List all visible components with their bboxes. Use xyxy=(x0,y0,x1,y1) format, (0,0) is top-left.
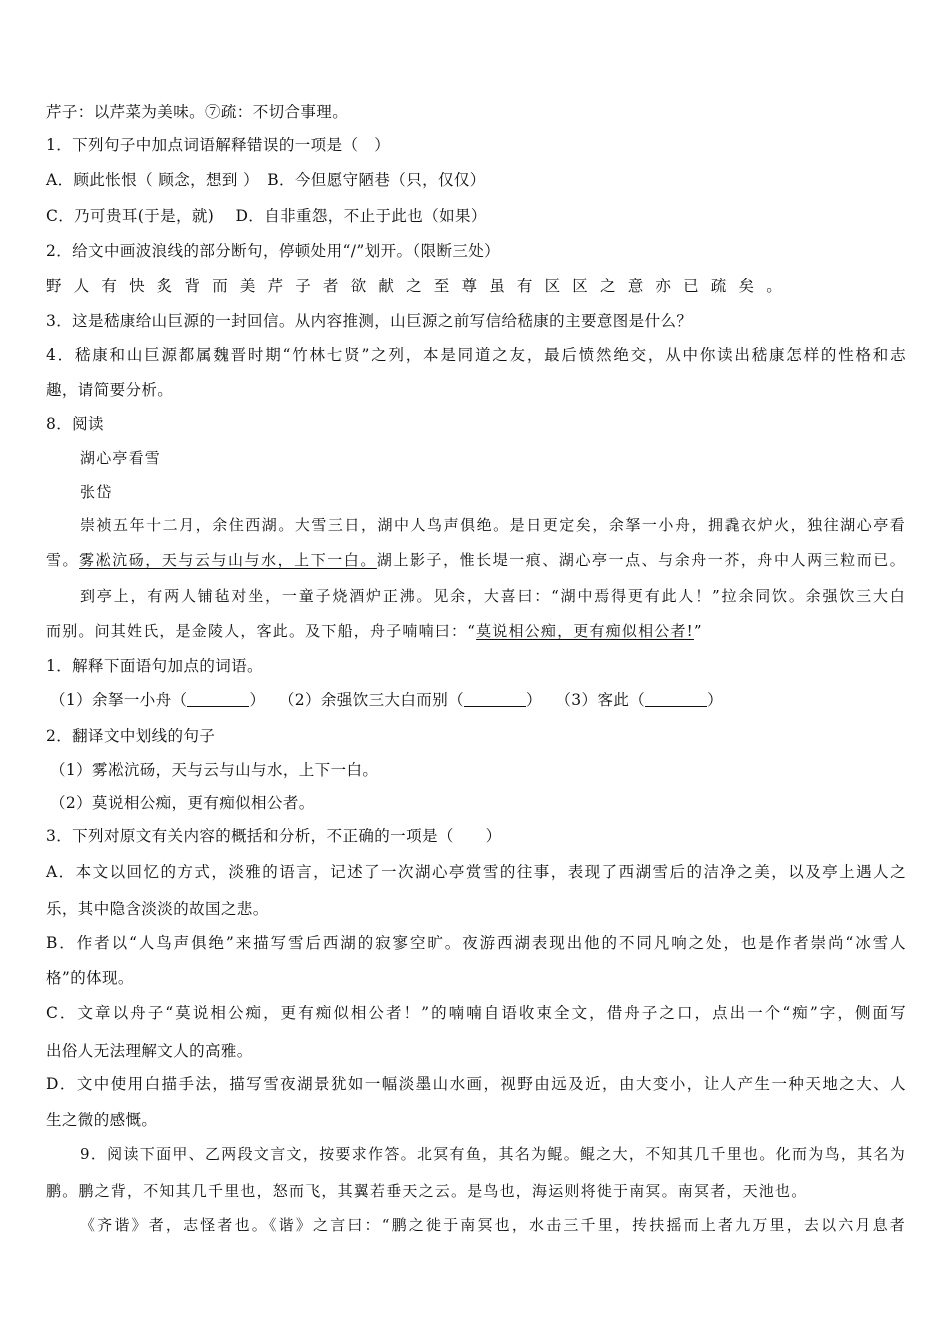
section-8-heading: 8．阅读 xyxy=(46,415,104,433)
passage-text: 雪。 xyxy=(46,551,80,569)
option-c-d: C．乃可贵耳(于是，就) D．自非重怨，不止于此也（如果） xyxy=(46,207,487,225)
fill-blank-row xyxy=(50,689,906,711)
underlined-sentence: 莫说相公痴，更有痴似相公者! xyxy=(476,622,694,640)
answer-blank[interactable] xyxy=(464,692,526,707)
option-d: D．文中使用白描手法，描写雪夜湖景犹如一幅淡墨山水画，视野由远及近，由大变小，让人产生一种天地之大、人 xyxy=(46,1075,906,1093)
option-a-cont: 乐，其中隐含淡淡的故国之悲。 xyxy=(46,900,269,918)
answer-blank[interactable] xyxy=(187,692,249,707)
option-d-cont: 生之微的感慨。 xyxy=(46,1111,158,1129)
passage-line xyxy=(46,620,906,642)
blank-prompt: ） xyxy=(707,691,724,709)
passage-text: 而别。问其姓氏，是金陵人，客此。及下船，舟子喃喃曰：“ xyxy=(46,622,477,640)
option-c-cont: 出俗人无法理解文人的高雅。 xyxy=(46,1042,253,1060)
option-b: B．作者以“人鸟声俱绝”来描写雪后西湖的寂寥空旷。夜游西湖表现出他的不同凡响之处，也是作者崇尚“冰雪人 xyxy=(46,934,906,952)
question-1: 1．下列句子中加点词语解释错误的一项是（ ） xyxy=(46,136,391,154)
sub-question-3: 3．下列对原文有关内容的概括和分析，不正确的一项是（ ） xyxy=(46,827,502,845)
translate-item-2: （2）莫说相公痴，更有痴似相公者。 xyxy=(50,794,315,812)
passage-title: 湖心亭看雪 xyxy=(80,449,162,467)
question-3: 3．这是嵇康给山巨源的一封回信。从内容推测，山巨源之前写信给嵇康的主要意图是什么？ xyxy=(46,312,693,330)
translate-item-1: （1）雾凇沆砀，天与云与山与水，上下一白。 xyxy=(50,761,379,779)
passage-line xyxy=(46,549,906,571)
question-4-cont: 趣，请简要分析。 xyxy=(46,381,174,399)
option-a: A．本文以回忆的方式，淡雅的语言，记述了一次湖心亭赏雪的往事，表现了西湖雪后的洁净之美，以及亭上遇人之 xyxy=(46,863,906,881)
passage-text: ” xyxy=(693,622,703,640)
question-9-cont: 鹏。鹏之背，不知其几千里也，怒而飞，其翼若垂天之云。是鸟也，海运则将徙于南冥。南冥者，天池也。 xyxy=(46,1182,808,1200)
blank-prompt: （1）余拏一小舟（ xyxy=(50,691,188,709)
footnote-line: 芹子：以芹菜为美味。⑦疏：不切合事理。 xyxy=(46,103,349,121)
option-a-b: A．顾此怅恨（ 顾念，想到 ） B．今但愿守陋巷（只，仅仅） xyxy=(46,171,486,189)
passage-text: 湖上影子，惟长堤一痕、湖心亭一点、与余舟一芥，舟中人两三粒而已。 xyxy=(376,551,906,569)
answer-blank[interactable] xyxy=(645,692,707,707)
punctuation-passage: 野人有快炙背而美芹子者欲献之至尊虽有区区之意亦已疏矣。 xyxy=(46,277,794,295)
blank-prompt: ） （2）余强饮三大白而别（ xyxy=(249,691,465,709)
sub-question-1: 1．解释下面语句加点的词语。 xyxy=(46,657,263,675)
option-b-cont: 格”的体现。 xyxy=(46,969,134,987)
passage-line: 到亭上，有两人铺毡对坐，一童子烧酒炉正沸。见余，大喜曰：“湖中焉得更有此人！”拉余同饮。余强饮三大白 xyxy=(80,587,906,605)
question-4: 4．嵇康和山巨源都属魏晋时期“竹林七贤”之列，本是同道之友，最后愤然绝交，从中你读出嵇康怎样的性格和志 xyxy=(46,346,906,364)
passage-yi: 《齐谐》者，志怪者也。《谐》之言曰：“鹏之徙于南冥也，水击三千里，抟扶摇而上者九万里，去以六月息者 xyxy=(80,1216,906,1234)
passage-author: 张岱 xyxy=(80,483,113,501)
option-c: C．文章以舟子“莫说相公痴，更有痴似相公者！”的喃喃自语收束全文，借舟子之口，点出一个“痴”字，侧面写 xyxy=(46,1004,906,1022)
underlined-sentence: 雾凇沆砀，天与云与山与水，上下一白。 xyxy=(79,551,377,569)
blank-prompt: ） （3）客此（ xyxy=(526,691,646,709)
question-2: 2．给文中画波浪线的部分断句，停顿处用“/”划开。（限断三处） xyxy=(46,242,501,260)
passage-line: 崇祯五年十二月，余住西湖。大雪三日，湖中人鸟声俱绝。是日更定矣，余拏一小舟，拥毳衣炉火，独往湖心亭看 xyxy=(80,516,906,534)
sub-question-2: 2．翻译文中划线的句子 xyxy=(46,727,216,745)
question-9: 9．阅读下面甲、乙两段文言文，按要求作答。北冥有鱼，其名为鲲。鲲之大，不知其几千里也。化而为鸟，其名为 xyxy=(80,1145,906,1163)
